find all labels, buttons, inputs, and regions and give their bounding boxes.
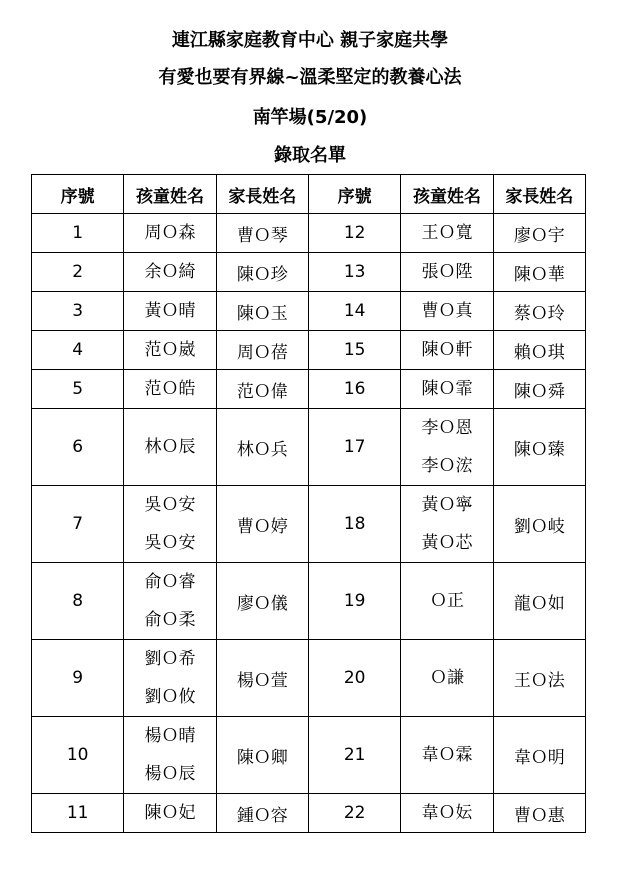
child-name: 黃Ｏ寧 — [421, 495, 473, 515]
column-header: 序號 — [308, 175, 400, 214]
table-row — [32, 486, 586, 563]
child-name: 陳Ｏ霏 — [421, 379, 473, 399]
serial-number-cell: 6 — [32, 409, 124, 486]
child-name: 范Ｏ崴 — [144, 340, 196, 360]
child-name: 吳Ｏ安 — [144, 533, 196, 553]
serial-number-cell: 19 — [308, 563, 400, 640]
serial-number-cell: 2 — [32, 253, 124, 292]
table-row — [32, 292, 586, 331]
parent-name-cell: 范Ｏ偉 — [216, 370, 308, 409]
child-name: 陳Ｏ軒 — [421, 340, 473, 360]
child-name: 黃Ｏ芯 — [421, 533, 473, 553]
child-name-cell — [124, 717, 216, 794]
column-header: 孩童姓名 — [401, 175, 493, 214]
serial-number-cell: 18 — [308, 486, 400, 563]
child-name-cell — [124, 409, 216, 486]
child-name-cell — [401, 640, 493, 717]
table-row — [32, 640, 586, 717]
parent-name-cell: 賴Ｏ琪 — [493, 331, 585, 370]
child-name: 林Ｏ辰 — [144, 437, 196, 457]
parent-name-cell: 陳Ｏ珍 — [216, 253, 308, 292]
child-name-cell — [401, 563, 493, 640]
serial-number-cell: 1 — [32, 214, 124, 253]
child-name-cell — [124, 253, 216, 292]
serial-number-cell: 7 — [32, 486, 124, 563]
child-name-cell — [124, 292, 216, 331]
child-name-cell — [401, 486, 493, 563]
parent-name-cell: 韋Ｏ明 — [493, 717, 585, 794]
parent-name-cell: 王Ｏ法 — [493, 640, 585, 717]
child-name: 韋Ｏ霖 — [421, 745, 473, 765]
course-title: 有愛也要有界線~溫柔堅定的教養心法 — [158, 67, 462, 88]
child-name-cell — [401, 331, 493, 370]
parent-name-cell: 周Ｏ蓓 — [216, 331, 308, 370]
child-name: 周Ｏ森 — [144, 223, 196, 243]
serial-number-cell: 15 — [308, 331, 400, 370]
session-title: 南竿場(5/20) — [252, 107, 368, 128]
serial-number-cell: 20 — [308, 640, 400, 717]
child-name: Ｏ正 — [429, 591, 464, 611]
child-name-cell — [401, 253, 493, 292]
child-name-cell — [124, 563, 216, 640]
serial-number-cell: 21 — [308, 717, 400, 794]
child-name-cell — [401, 214, 493, 253]
serial-number-cell: 8 — [32, 563, 124, 640]
parent-name-cell: 陳Ｏ舜 — [493, 370, 585, 409]
serial-number-cell: 4 — [32, 331, 124, 370]
child-name: 黃Ｏ晴 — [144, 301, 196, 321]
child-name: 俞Ｏ睿 — [144, 572, 196, 592]
parent-name-cell: 劉Ｏ岐 — [493, 486, 585, 563]
child-name-cell — [401, 292, 493, 331]
column-header: 家長姓名 — [216, 175, 308, 214]
serial-number-cell: 9 — [32, 640, 124, 717]
table-row — [32, 717, 586, 794]
parent-name-cell: 楊Ｏ萱 — [216, 640, 308, 717]
child-name: 王Ｏ寬 — [421, 223, 473, 243]
parent-name-cell: 陳Ｏ卿 — [216, 717, 308, 794]
parent-name-cell: 蔡Ｏ玲 — [493, 292, 585, 331]
table-row — [32, 214, 586, 253]
child-name: 劉Ｏ希 — [144, 649, 196, 669]
parent-name-cell: 林Ｏ兵 — [216, 409, 308, 486]
parent-name-cell: 陳Ｏ玉 — [216, 292, 308, 331]
table-row — [32, 563, 586, 640]
child-name-cell — [401, 717, 493, 794]
child-name: 俞Ｏ柔 — [144, 610, 196, 630]
child-name: 張Ｏ陞 — [421, 262, 473, 282]
child-name-cell — [401, 794, 493, 833]
parent-name-cell: 廖Ｏ儀 — [216, 563, 308, 640]
parent-name-cell: 廖Ｏ宇 — [493, 214, 585, 253]
column-header: 孩童姓名 — [124, 175, 216, 214]
serial-number-cell: 22 — [308, 794, 400, 833]
table-row — [32, 370, 586, 409]
child-name-cell — [124, 640, 216, 717]
child-name-cell — [124, 331, 216, 370]
parent-name-cell: 陳Ｏ華 — [493, 253, 585, 292]
child-name-cell — [124, 486, 216, 563]
serial-number-cell: 12 — [308, 214, 400, 253]
child-name-cell — [124, 370, 216, 409]
child-name: 楊Ｏ辰 — [144, 764, 196, 784]
admission-table — [31, 174, 586, 833]
child-name-cell — [401, 409, 493, 486]
parent-name-cell: 曹Ｏ琴 — [216, 214, 308, 253]
child-name: 余Ｏ綺 — [144, 262, 196, 282]
parent-name-cell: 曹Ｏ婷 — [216, 486, 308, 563]
serial-number-cell: 3 — [32, 292, 124, 331]
parent-name-cell: 曹Ｏ惠 — [493, 794, 585, 833]
table-row — [32, 253, 586, 292]
column-header: 家長姓名 — [493, 175, 585, 214]
child-name: Ｏ謙 — [429, 668, 464, 688]
child-name: 李Ｏ浤 — [421, 456, 473, 476]
child-name: 范Ｏ皓 — [144, 379, 196, 399]
table-row — [32, 331, 586, 370]
table-header-row — [32, 175, 586, 214]
child-name-cell — [124, 794, 216, 833]
child-name: 劉Ｏ攸 — [144, 687, 196, 707]
serial-number-cell: 5 — [32, 370, 124, 409]
table-row — [32, 794, 586, 833]
serial-number-cell: 11 — [32, 794, 124, 833]
child-name: 陳Ｏ妃 — [144, 803, 196, 823]
serial-number-cell: 10 — [32, 717, 124, 794]
parent-name-cell: 陳Ｏ臻 — [493, 409, 585, 486]
table-row — [32, 409, 586, 486]
child-name: 曹Ｏ真 — [421, 301, 473, 321]
child-name-cell — [401, 370, 493, 409]
child-name: 韋Ｏ妘 — [421, 803, 473, 823]
organizer-title: 連江縣家庭教育中心 親子家庭共學 — [171, 30, 449, 51]
child-name-cell — [124, 214, 216, 253]
child-name: 楊Ｏ晴 — [144, 726, 196, 746]
child-name: 吳Ｏ安 — [144, 495, 196, 515]
serial-number-cell: 17 — [308, 409, 400, 486]
list-title: 錄取名單 — [274, 145, 346, 166]
parent-name-cell: 龍Ｏ如 — [493, 563, 585, 640]
serial-number-cell: 14 — [308, 292, 400, 331]
column-header: 序號 — [32, 175, 124, 214]
serial-number-cell: 13 — [308, 253, 400, 292]
parent-name-cell: 鍾Ｏ容 — [216, 794, 308, 833]
serial-number-cell: 16 — [308, 370, 400, 409]
child-name: 李Ｏ恩 — [421, 418, 473, 438]
